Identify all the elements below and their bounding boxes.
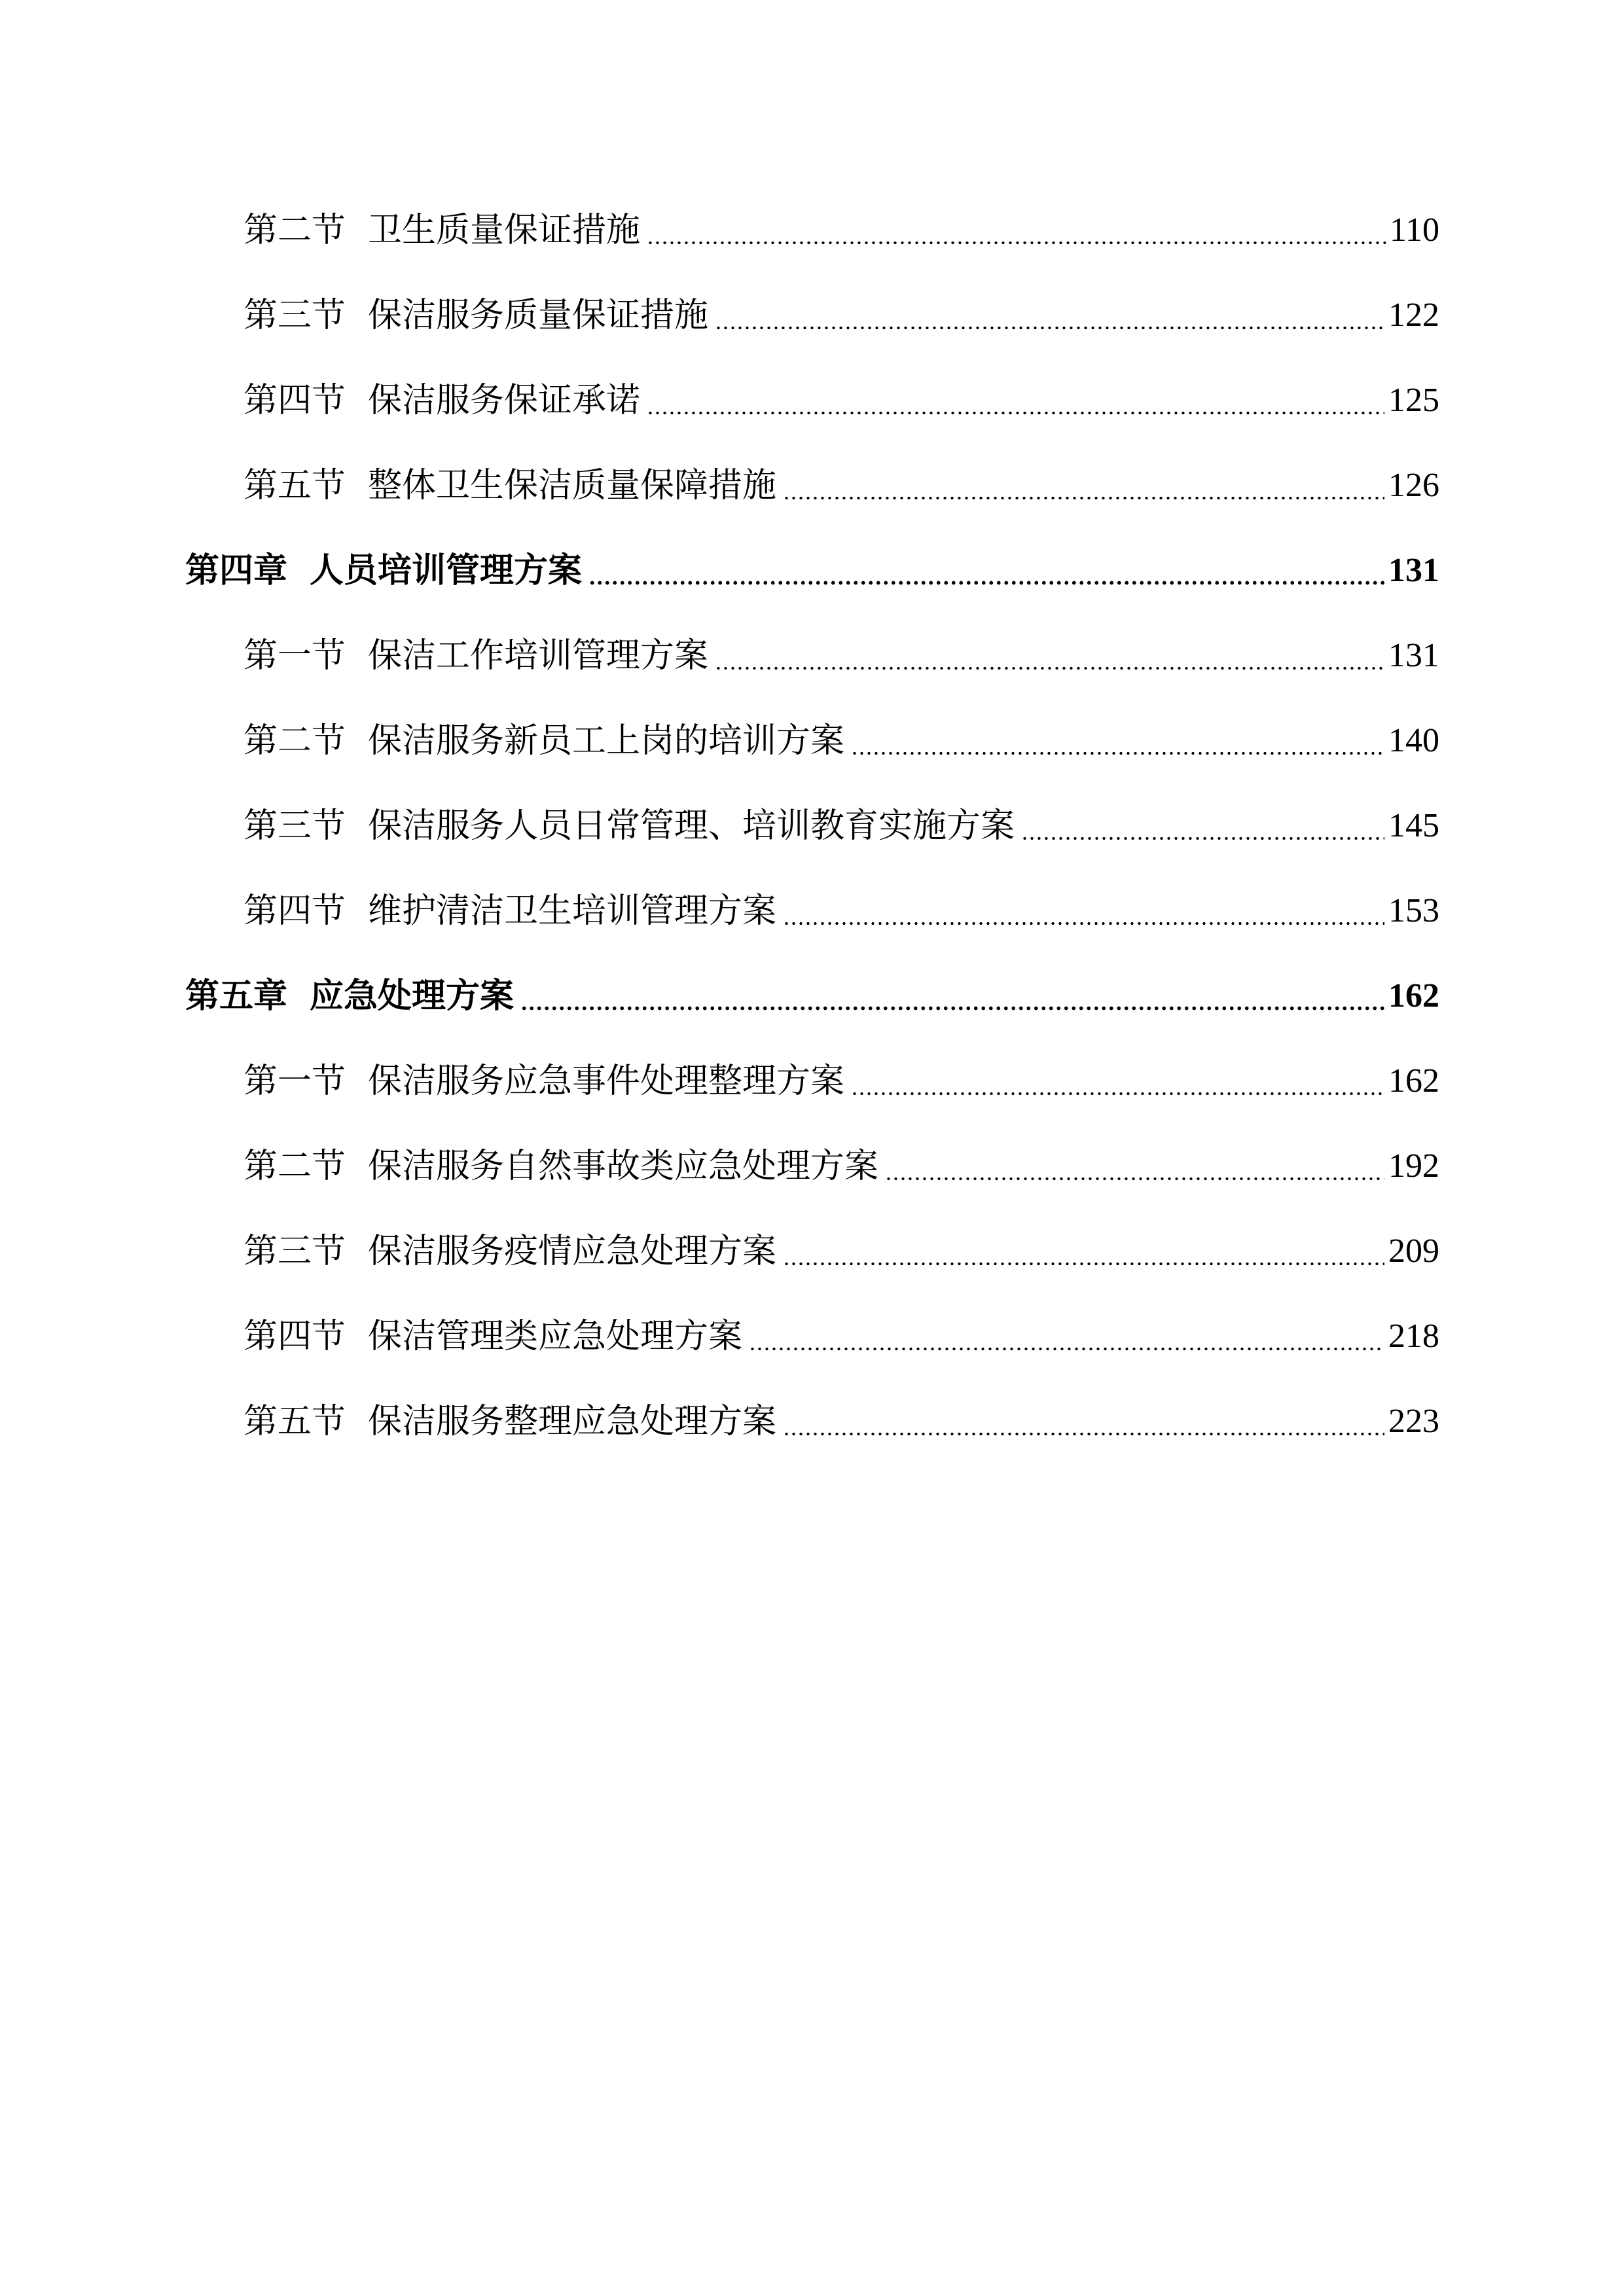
toc-entry-title: 保洁服务应急事件处理整理方案: [368, 1062, 845, 1101]
toc-dot-leader: [749, 1310, 1384, 1363]
toc-dot-leader: [851, 1055, 1384, 1107]
toc-entry[interactable]: [244, 1395, 1439, 1448]
toc-page-number: 140: [1388, 722, 1439, 759]
toc-entry-title: 保洁服务自然事故类应急处理方案: [368, 1147, 879, 1186]
toc-entry-number: 第五章: [185, 976, 288, 1016]
toc-page-number: 218: [1388, 1318, 1439, 1355]
toc-dot-leader: [520, 970, 1384, 1022]
toc-entry[interactable]: [244, 459, 1439, 512]
toc-entry-label: [244, 1140, 878, 1193]
toc-page-number: 126: [1388, 467, 1439, 504]
toc-page-number: 122: [1388, 296, 1439, 334]
toc-entry-title: 整体卫生保洁质量保障措施: [368, 466, 777, 505]
toc-chapter-entry[interactable]: [185, 545, 1439, 597]
toc-dot-leader: [885, 1140, 1384, 1193]
toc-entry-title: 维护清洁卫生培训管理方案: [368, 891, 777, 931]
toc-entry-number: 第一节: [244, 1062, 346, 1101]
toc-entry[interactable]: [244, 289, 1439, 342]
toc-entry-number: 第五节: [244, 466, 346, 505]
toc-entry[interactable]: [244, 630, 1439, 682]
toc-entry-label: [244, 289, 708, 342]
toc-dot-leader: [783, 885, 1384, 937]
toc-entry-title: 保洁服务保证承诺: [368, 381, 641, 420]
toc-page-number: 125: [1388, 382, 1439, 419]
toc-dot-leader: [851, 715, 1384, 767]
toc-page-number: 162: [1388, 1062, 1439, 1100]
toc-entry-number: 第四节: [244, 891, 346, 931]
toc-page-number: 131: [1388, 552, 1439, 589]
toc-entry-label: [244, 204, 640, 257]
toc-dot-leader: [783, 1225, 1384, 1278]
toc-page-number: 209: [1388, 1232, 1439, 1270]
toc-entry-number: 第二节: [244, 1147, 346, 1186]
toc-dot-leader: [783, 459, 1384, 512]
toc-entry-label: [244, 630, 708, 682]
toc-page-number: 223: [1388, 1403, 1439, 1440]
toc-entry-title: 应急处理方案: [310, 976, 514, 1016]
toc-entry-title: 卫生质量保证措施: [368, 211, 641, 250]
toc-entry-number: 第二节: [244, 721, 346, 761]
toc-page-number: 145: [1388, 807, 1439, 844]
toc-entry-label: [244, 715, 844, 767]
toc-entry-label: [185, 970, 514, 1022]
toc-entry-number: 第三节: [244, 296, 346, 335]
toc-entry-title: 保洁工作培训管理方案: [368, 636, 709, 675]
toc-page-number: 162: [1388, 977, 1439, 1014]
toc-entry[interactable]: [244, 374, 1439, 427]
toc-dot-leader: [715, 630, 1384, 682]
toc-page-number: 192: [1388, 1147, 1439, 1185]
toc-entry-label: [244, 800, 1015, 852]
toc-dot-leader: [783, 1395, 1384, 1448]
toc-entry-label: [244, 1055, 844, 1107]
toc-entry-label: [244, 885, 776, 937]
toc-entry-number: 第三节: [244, 1232, 346, 1271]
toc-entry-title: 保洁服务疫情应急处理方案: [368, 1232, 777, 1271]
toc-entry-title: 人员培训管理方案: [310, 550, 583, 590]
toc-entry-number: 第四章: [185, 550, 288, 590]
toc-dot-leader: [647, 204, 1386, 257]
toc-dot-leader: [715, 289, 1384, 342]
toc-chapter-entry[interactable]: [185, 970, 1439, 1022]
toc-entry-number: 第五节: [244, 1402, 346, 1441]
toc-entry[interactable]: [244, 885, 1439, 937]
toc-entry-number: 第四节: [244, 381, 346, 420]
toc-entry-title: 保洁管理类应急处理方案: [368, 1317, 743, 1356]
toc-entry-number: 第四节: [244, 1317, 346, 1356]
toc-entry-label: [244, 1225, 776, 1278]
toc-entry-label: [244, 1310, 742, 1363]
toc-entry-title: 保洁服务新员工上岗的培训方案: [368, 721, 845, 761]
toc-entry[interactable]: [244, 715, 1439, 767]
toc-entry-label: [244, 459, 776, 512]
toc-entry-label: [244, 1395, 776, 1448]
toc-entry[interactable]: [244, 1140, 1439, 1193]
toc-entry-number: 第一节: [244, 636, 346, 675]
toc-page-number: 110: [1389, 211, 1439, 249]
toc-entry[interactable]: [244, 1225, 1439, 1278]
toc-entry-title: 保洁服务质量保证措施: [368, 296, 709, 335]
toc-entry-number: 第二节: [244, 211, 346, 250]
toc-entry[interactable]: [244, 204, 1439, 257]
toc-entry-label: [185, 545, 582, 597]
toc-entry-title: 保洁服务人员日常管理、培训教育实施方案: [368, 806, 1015, 846]
toc-page-number: 153: [1388, 892, 1439, 929]
toc-entry[interactable]: [244, 1310, 1439, 1363]
toc-dot-leader: [588, 545, 1384, 597]
toc-entry[interactable]: [244, 1055, 1439, 1107]
toc-dot-leader: [1021, 800, 1384, 852]
toc-entry-title: 保洁服务整理应急处理方案: [368, 1402, 777, 1441]
toc-page-number: 131: [1388, 637, 1439, 674]
toc-entry-number: 第三节: [244, 806, 346, 846]
toc-entry[interactable]: [244, 800, 1439, 852]
toc-entry-label: [244, 374, 640, 427]
toc-dot-leader: [647, 374, 1384, 427]
